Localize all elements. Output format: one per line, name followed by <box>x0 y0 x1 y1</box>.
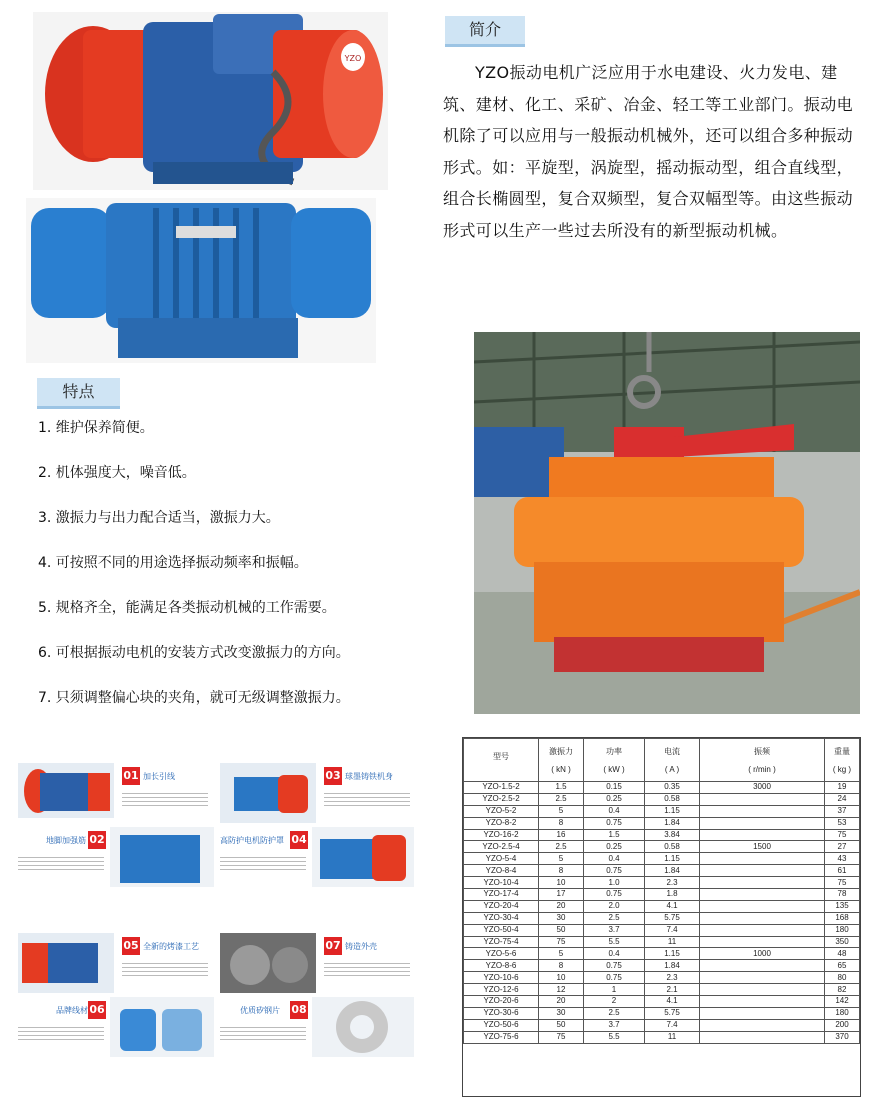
table-cell <box>700 1019 825 1031</box>
table-cell: 5 <box>539 853 584 865</box>
table-row <box>464 1019 860 1031</box>
table-cell: 17 <box>539 889 584 901</box>
table-cell: 2.5 <box>584 912 645 924</box>
spec-table-body <box>464 782 860 1044</box>
table-cell: 5.75 <box>645 912 700 924</box>
table-cell: 50 <box>539 924 584 936</box>
table-cell: 1 <box>584 984 645 996</box>
feature-description <box>324 793 410 807</box>
table-row <box>464 972 860 984</box>
column-header: 型号 <box>464 739 539 782</box>
feature-item: 1. 维护保养简便。 <box>38 420 154 436</box>
table-cell <box>700 960 825 972</box>
feature-item: 4. 可按照不同的用途选择振动频率和振幅。 <box>38 555 308 571</box>
table-cell: 0.58 <box>645 841 700 853</box>
feature-title: 球墨铸铁机身 <box>345 772 393 781</box>
table-cell: 0.15 <box>584 782 645 794</box>
table-cell: 4.1 <box>645 900 700 912</box>
table-cell: 1.0 <box>584 877 645 889</box>
table-cell: 1.15 <box>645 805 700 817</box>
feature-photo <box>312 827 414 887</box>
table-row <box>464 996 860 1008</box>
column-header: 激振力 ( kN ) <box>539 739 584 782</box>
feature-item: 7. 只须调整偏心块的夹角，就可无级调整激振力。 <box>38 690 350 706</box>
feature-highlight-grid <box>18 763 414 1063</box>
table-cell: 43 <box>825 853 860 865</box>
table-cell: YZO-8-4 <box>464 865 539 877</box>
table-row <box>464 793 860 805</box>
table-cell: 80 <box>825 972 860 984</box>
feature-title: 品牌线材 <box>56 1006 88 1015</box>
table-cell: YZO-10-6 <box>464 972 539 984</box>
feature-description <box>324 963 410 977</box>
table-cell: 1.84 <box>645 865 700 877</box>
table-row <box>464 948 860 960</box>
table-cell <box>700 972 825 984</box>
table-row <box>464 936 860 948</box>
table-cell: 5.5 <box>584 1031 645 1043</box>
table-cell: 11 <box>645 1031 700 1043</box>
table-cell: 2.5 <box>539 841 584 853</box>
table-cell: 53 <box>825 817 860 829</box>
table-cell <box>700 829 825 841</box>
table-cell: 3.84 <box>645 829 700 841</box>
table-cell: 7.4 <box>645 1019 700 1031</box>
feature-cell-02 <box>18 827 212 897</box>
feature-cell-06 <box>18 997 212 1067</box>
feature-photo <box>110 997 214 1057</box>
table-cell: 1.5 <box>584 829 645 841</box>
table-cell: YZO-20-4 <box>464 900 539 912</box>
table-cell: 2.1 <box>645 984 700 996</box>
feature-title: 加长引线 <box>143 772 175 781</box>
table-cell: 0.75 <box>584 817 645 829</box>
table-cell: YZO-50-4 <box>464 924 539 936</box>
table-cell <box>700 912 825 924</box>
table-cell: 370 <box>825 1031 860 1043</box>
table-cell: YZO-8-2 <box>464 817 539 829</box>
table-row <box>464 829 860 841</box>
table-row <box>464 853 860 865</box>
table-row <box>464 912 860 924</box>
table-cell: 0.4 <box>584 948 645 960</box>
intro-badge: 简介 <box>445 16 525 47</box>
table-cell: 7.4 <box>645 924 700 936</box>
feature-description <box>220 1027 306 1041</box>
table-header-row <box>464 739 860 782</box>
table-cell: 5.75 <box>645 1007 700 1019</box>
feature-description <box>18 857 104 871</box>
table-row <box>464 984 860 996</box>
table-cell <box>700 853 825 865</box>
feature-photo <box>312 997 414 1057</box>
table-row <box>464 817 860 829</box>
table-cell: YZO-20-6 <box>464 996 539 1008</box>
table-cell: 10 <box>539 972 584 984</box>
spec-table-container <box>462 737 861 1097</box>
features-badge: 特点 <box>37 378 120 409</box>
table-cell: 2.3 <box>645 972 700 984</box>
feature-item: 5. 规格齐全，能满足各类振动机械的工作需要。 <box>38 600 336 616</box>
table-cell: 2.5 <box>539 793 584 805</box>
table-cell: 20 <box>539 900 584 912</box>
table-cell: 20 <box>539 996 584 1008</box>
table-cell: YZO-75-6 <box>464 1031 539 1043</box>
logo-text: YZO <box>344 54 362 63</box>
table-cell: 0.75 <box>584 889 645 901</box>
table-cell: YZO-30-6 <box>464 1007 539 1019</box>
table-cell: 180 <box>825 1007 860 1019</box>
table-cell: 8 <box>539 960 584 972</box>
feature-number: 04 <box>290 831 308 849</box>
column-header: 振频 ( r/min ) <box>700 739 825 782</box>
table-cell: YZO-1.5-2 <box>464 782 539 794</box>
table-row <box>464 1031 860 1043</box>
table-cell: 61 <box>825 865 860 877</box>
table-cell: 19 <box>825 782 860 794</box>
table-cell: 30 <box>539 912 584 924</box>
table-cell: 3000 <box>700 782 825 794</box>
table-row <box>464 960 860 972</box>
table-cell: YZO-17-4 <box>464 889 539 901</box>
table-cell: 8 <box>539 865 584 877</box>
table-cell: 142 <box>825 996 860 1008</box>
column-header: 重量 ( kg ) <box>825 739 860 782</box>
table-cell: 75 <box>825 877 860 889</box>
table-cell: 0.75 <box>584 972 645 984</box>
table-cell <box>700 805 825 817</box>
table-cell <box>700 1007 825 1019</box>
table-row <box>464 805 860 817</box>
table-cell: 30 <box>539 1007 584 1019</box>
feature-title: 高防护电机防护罩 <box>220 836 284 845</box>
table-cell: YZO-5-2 <box>464 805 539 817</box>
table-cell: YZO-75-4 <box>464 936 539 948</box>
table-cell: 0.4 <box>584 853 645 865</box>
feature-description <box>122 793 208 807</box>
table-cell: 27 <box>825 841 860 853</box>
table-row <box>464 1007 860 1019</box>
table-cell: 11 <box>645 936 700 948</box>
table-cell: YZO-5-6 <box>464 948 539 960</box>
table-cell: 5.5 <box>584 936 645 948</box>
feature-cell-03 <box>220 763 414 833</box>
feature-photo <box>220 933 316 993</box>
column-header: 电流 ( A ) <box>645 739 700 782</box>
feature-cell-07 <box>220 933 414 1003</box>
table-cell: 75 <box>539 936 584 948</box>
feature-photo <box>110 827 214 887</box>
table-cell <box>700 996 825 1008</box>
table-cell <box>700 984 825 996</box>
table-cell: YZO-30-4 <box>464 912 539 924</box>
table-cell: 10 <box>539 877 584 889</box>
table-cell: YZO-50-6 <box>464 1019 539 1031</box>
table-cell: 1.15 <box>645 948 700 960</box>
intro-paragraph <box>443 57 868 246</box>
feature-item: 3. 激振力与出力配合适当，激振力大。 <box>38 510 280 526</box>
table-cell: 5 <box>539 805 584 817</box>
table-cell <box>700 889 825 901</box>
table-cell: 350 <box>825 936 860 948</box>
feature-description <box>122 963 208 977</box>
table-cell: 180 <box>825 924 860 936</box>
table-cell <box>700 817 825 829</box>
table-cell: 1.5 <box>539 782 584 794</box>
feature-number: 07 <box>324 937 342 955</box>
table-cell: 0.25 <box>584 793 645 805</box>
table-cell <box>700 924 825 936</box>
feature-title: 地脚加强筋 <box>46 836 86 845</box>
table-cell: 0.58 <box>645 793 700 805</box>
feature-item: 2. 机体强度大，噪音低。 <box>38 465 196 481</box>
table-cell: 0.4 <box>584 805 645 817</box>
table-cell: 0.35 <box>645 782 700 794</box>
table-row <box>464 924 860 936</box>
feature-number: 01 <box>122 767 140 785</box>
table-cell: 5 <box>539 948 584 960</box>
table-cell: YZO-10-4 <box>464 877 539 889</box>
red-vibration-motor-photo <box>33 12 388 190</box>
table-cell: 37 <box>825 805 860 817</box>
table-cell: 0.25 <box>584 841 645 853</box>
table-cell: 75 <box>825 829 860 841</box>
feature-description <box>220 857 306 871</box>
table-cell <box>700 1031 825 1043</box>
column-header: 功率 ( kW ) <box>584 739 645 782</box>
feature-description <box>18 1027 104 1041</box>
table-row <box>464 900 860 912</box>
features-list <box>38 418 418 733</box>
table-cell: YZO-2.5-2 <box>464 793 539 805</box>
feature-number: 02 <box>88 831 106 849</box>
feature-photo <box>18 763 114 818</box>
table-cell: 3.7 <box>584 1019 645 1031</box>
table-cell: 24 <box>825 793 860 805</box>
table-cell: 168 <box>825 912 860 924</box>
spec-table <box>463 738 860 1044</box>
feature-cell-08 <box>220 997 414 1067</box>
table-cell: 135 <box>825 900 860 912</box>
blue-vibration-motor-photo <box>26 198 376 363</box>
table-row <box>464 889 860 901</box>
table-cell: 8 <box>539 817 584 829</box>
feature-title: 全新的烤漆工艺 <box>143 942 199 951</box>
feature-number: 08 <box>290 1001 308 1019</box>
feature-number: 03 <box>324 767 342 785</box>
table-cell: 0.75 <box>584 865 645 877</box>
table-cell: 200 <box>825 1019 860 1031</box>
table-cell <box>700 936 825 948</box>
table-cell: 2.3 <box>645 877 700 889</box>
table-cell: 0.75 <box>584 960 645 972</box>
table-cell: 2.0 <box>584 900 645 912</box>
table-cell <box>700 865 825 877</box>
table-cell: 82 <box>825 984 860 996</box>
feature-photo <box>18 933 114 993</box>
table-cell: YZO-5-4 <box>464 853 539 865</box>
table-cell: 2 <box>584 996 645 1008</box>
table-cell: 16 <box>539 829 584 841</box>
table-cell: 12 <box>539 984 584 996</box>
feature-title: 铸造外壳 <box>345 942 377 951</box>
table-cell: 1000 <box>700 948 825 960</box>
feature-number: 06 <box>88 1001 106 1019</box>
table-cell: 65 <box>825 960 860 972</box>
table-cell: 4.1 <box>645 996 700 1008</box>
table-cell: YZO-12-6 <box>464 984 539 996</box>
table-row <box>464 782 860 794</box>
table-cell <box>700 793 825 805</box>
feature-item: 6. 可根据振动电机的安装方式改变激振力的方向。 <box>38 645 350 661</box>
table-cell: 1.84 <box>645 817 700 829</box>
table-cell <box>700 900 825 912</box>
table-row <box>464 841 860 853</box>
table-cell: 1.84 <box>645 960 700 972</box>
table-row <box>464 877 860 889</box>
table-cell: 1500 <box>700 841 825 853</box>
table-cell: 2.5 <box>584 1007 645 1019</box>
table-cell: 50 <box>539 1019 584 1031</box>
feature-title: 优质矽钢片 <box>240 1006 280 1015</box>
feature-cell-04 <box>220 827 414 897</box>
table-row <box>464 865 860 877</box>
vertical-vibration-motor-photo <box>474 332 860 714</box>
table-cell: 1.8 <box>645 889 700 901</box>
table-cell: 75 <box>539 1031 584 1043</box>
table-cell <box>700 877 825 889</box>
feature-photo <box>220 763 316 823</box>
table-cell: 3.7 <box>584 924 645 936</box>
table-cell: 48 <box>825 948 860 960</box>
table-cell: YZO-16-2 <box>464 829 539 841</box>
feature-number: 05 <box>122 937 140 955</box>
table-cell: YZO-8-6 <box>464 960 539 972</box>
table-cell: 1.15 <box>645 853 700 865</box>
feature-cell-01 <box>18 763 212 833</box>
intro-text: YZO振动电机广泛应用于水电建设、火力发电、建筑、建材、化工、采矿、冶金、轻工等工业部门。振动电机除了可以应用与一般振动机械外，还可以组合多种振动形式。如：平旋型，涡旋型，摇动振动型，组合直线型，组合长椭圆型，复合双频型，复合双幅型等。由这些振动形式可以生产一些过去所没有的新型振动机械。 <box>443 63 854 240</box>
feature-cell-05 <box>18 933 212 1003</box>
table-cell: 78 <box>825 889 860 901</box>
table-cell: YZO-2.5-4 <box>464 841 539 853</box>
